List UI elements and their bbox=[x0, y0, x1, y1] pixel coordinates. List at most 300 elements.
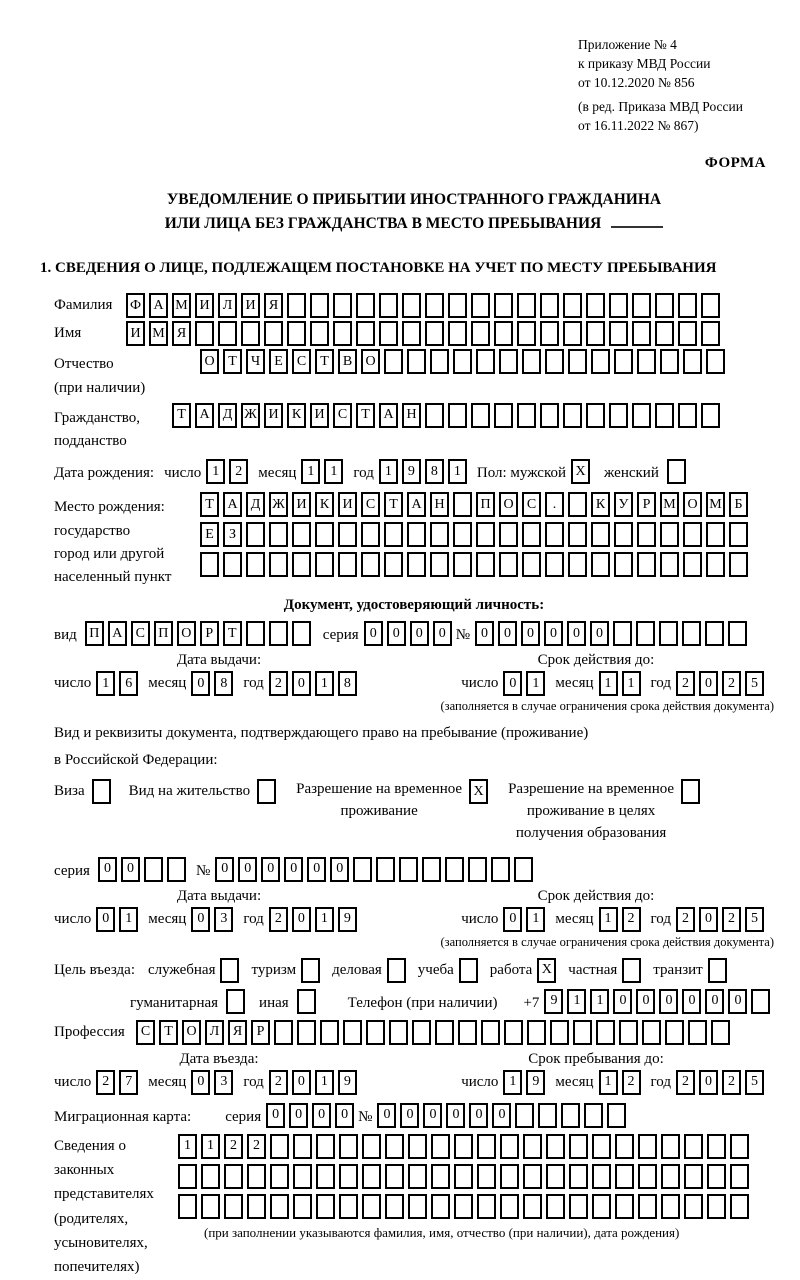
char-cell[interactable]: 0 bbox=[659, 989, 678, 1014]
char-cell[interactable] bbox=[619, 1020, 638, 1045]
char-cell[interactable]: 5 bbox=[745, 907, 764, 932]
char-cell[interactable]: А bbox=[108, 621, 127, 646]
char-cell[interactable]: 2 bbox=[229, 459, 248, 484]
char-cell[interactable] bbox=[384, 522, 403, 547]
char-cell[interactable] bbox=[751, 989, 770, 1014]
char-cell[interactable] bbox=[297, 989, 316, 1014]
char-cell[interactable] bbox=[453, 522, 472, 547]
char-cell[interactable] bbox=[522, 349, 541, 374]
char-cell[interactable]: 1 bbox=[315, 1070, 334, 1095]
char-cell[interactable] bbox=[333, 293, 352, 318]
char-cell[interactable] bbox=[247, 1194, 266, 1219]
char-cell[interactable]: 2 bbox=[622, 907, 641, 932]
char-cell[interactable] bbox=[523, 1164, 542, 1189]
char-cell[interactable]: 0 bbox=[705, 989, 724, 1014]
char-cell[interactable]: Б bbox=[729, 492, 748, 517]
char-cell[interactable] bbox=[477, 1194, 496, 1219]
char-cell[interactable] bbox=[730, 1134, 749, 1159]
char-cell[interactable]: 1 bbox=[590, 989, 609, 1014]
char-cell[interactable] bbox=[660, 552, 679, 577]
char-cell[interactable] bbox=[655, 293, 674, 318]
char-cell[interactable]: А bbox=[407, 492, 426, 517]
char-cell[interactable] bbox=[445, 857, 464, 882]
char-cell[interactable] bbox=[407, 552, 426, 577]
char-cell[interactable] bbox=[563, 321, 582, 346]
char-cell[interactable] bbox=[402, 321, 421, 346]
char-cell[interactable] bbox=[431, 1134, 450, 1159]
char-cell[interactable]: А bbox=[379, 403, 398, 428]
char-cell[interactable] bbox=[711, 1020, 730, 1045]
char-cell[interactable]: О bbox=[200, 349, 219, 374]
residence-valid-month-input[interactable] bbox=[599, 907, 645, 932]
char-cell[interactable] bbox=[320, 1020, 339, 1045]
char-cell[interactable] bbox=[632, 321, 651, 346]
char-cell[interactable] bbox=[522, 552, 541, 577]
char-cell[interactable]: З bbox=[223, 522, 242, 547]
char-cell[interactable] bbox=[546, 1164, 565, 1189]
char-cell[interactable] bbox=[586, 321, 605, 346]
char-cell[interactable]: 0 bbox=[410, 621, 429, 646]
char-cell[interactable] bbox=[453, 349, 472, 374]
identity-valid-year-input[interactable] bbox=[676, 671, 768, 696]
char-cell[interactable] bbox=[499, 349, 518, 374]
birth-place-input-line2[interactable] bbox=[200, 522, 752, 547]
char-cell[interactable]: А bbox=[195, 403, 214, 428]
phone-input[interactable] bbox=[544, 989, 774, 1014]
char-cell[interactable]: 1 bbox=[448, 459, 467, 484]
char-cell[interactable]: 0 bbox=[121, 857, 140, 882]
residence-issue-month-input[interactable] bbox=[191, 907, 237, 932]
char-cell[interactable] bbox=[476, 552, 495, 577]
char-cell[interactable] bbox=[523, 1194, 542, 1219]
char-cell[interactable] bbox=[459, 958, 478, 983]
char-cell[interactable] bbox=[563, 403, 582, 428]
char-cell[interactable]: 0 bbox=[330, 857, 349, 882]
char-cell[interactable] bbox=[269, 522, 288, 547]
char-cell[interactable]: 0 bbox=[521, 621, 540, 646]
char-cell[interactable] bbox=[287, 293, 306, 318]
char-cell[interactable]: 2 bbox=[269, 1070, 288, 1095]
char-cell[interactable] bbox=[561, 1103, 580, 1128]
char-cell[interactable] bbox=[338, 522, 357, 547]
char-cell[interactable] bbox=[684, 1194, 703, 1219]
char-cell[interactable] bbox=[379, 321, 398, 346]
char-cell[interactable] bbox=[454, 1194, 473, 1219]
char-cell[interactable]: 0 bbox=[292, 907, 311, 932]
char-cell[interactable] bbox=[665, 1020, 684, 1045]
char-cell[interactable] bbox=[297, 1020, 316, 1045]
char-cell[interactable] bbox=[356, 293, 375, 318]
char-cell[interactable] bbox=[448, 403, 467, 428]
char-cell[interactable]: 1 bbox=[567, 989, 586, 1014]
char-cell[interactable]: 1 bbox=[503, 1070, 522, 1095]
patronymic-input[interactable] bbox=[200, 349, 729, 374]
char-cell[interactable] bbox=[269, 621, 288, 646]
char-cell[interactable]: Р bbox=[200, 621, 219, 646]
char-cell[interactable] bbox=[637, 552, 656, 577]
gender-male-checkbox[interactable] bbox=[571, 459, 594, 484]
char-cell[interactable] bbox=[481, 1020, 500, 1045]
char-cell[interactable]: 0 bbox=[503, 907, 522, 932]
char-cell[interactable] bbox=[144, 857, 163, 882]
char-cell[interactable] bbox=[523, 1134, 542, 1159]
char-cell[interactable]: О bbox=[361, 349, 380, 374]
char-cell[interactable]: 0 bbox=[699, 1070, 718, 1095]
char-cell[interactable] bbox=[218, 321, 237, 346]
char-cell[interactable]: И bbox=[338, 492, 357, 517]
char-cell[interactable] bbox=[660, 522, 679, 547]
identity-issue-month-input[interactable] bbox=[191, 671, 237, 696]
char-cell[interactable]: Р bbox=[251, 1020, 270, 1045]
birth-place-input-line3[interactable] bbox=[200, 552, 752, 577]
char-cell[interactable] bbox=[293, 1164, 312, 1189]
char-cell[interactable]: 0 bbox=[492, 1103, 511, 1128]
char-cell[interactable]: 1 bbox=[301, 459, 320, 484]
stay-year-input[interactable] bbox=[676, 1070, 768, 1095]
char-cell[interactable] bbox=[545, 349, 564, 374]
migration-series-input[interactable] bbox=[266, 1103, 358, 1128]
purpose-tourism-checkbox[interactable] bbox=[301, 958, 324, 983]
char-cell[interactable] bbox=[435, 1020, 454, 1045]
char-cell[interactable] bbox=[362, 1164, 381, 1189]
char-cell[interactable]: 0 bbox=[590, 621, 609, 646]
char-cell[interactable] bbox=[499, 522, 518, 547]
char-cell[interactable] bbox=[270, 1134, 289, 1159]
char-cell[interactable] bbox=[316, 1134, 335, 1159]
char-cell[interactable]: Т bbox=[223, 349, 242, 374]
char-cell[interactable] bbox=[269, 552, 288, 577]
char-cell[interactable] bbox=[636, 621, 655, 646]
char-cell[interactable]: 0 bbox=[377, 1103, 396, 1128]
char-cell[interactable]: Я bbox=[228, 1020, 247, 1045]
char-cell[interactable] bbox=[494, 321, 513, 346]
char-cell[interactable] bbox=[178, 1164, 197, 1189]
char-cell[interactable] bbox=[476, 349, 495, 374]
char-cell[interactable]: 2 bbox=[224, 1134, 243, 1159]
char-cell[interactable]: С bbox=[292, 349, 311, 374]
char-cell[interactable]: 0 bbox=[728, 989, 747, 1014]
char-cell[interactable] bbox=[586, 403, 605, 428]
char-cell[interactable] bbox=[356, 321, 375, 346]
char-cell[interactable] bbox=[569, 1164, 588, 1189]
char-cell[interactable] bbox=[683, 522, 702, 547]
char-cell[interactable] bbox=[257, 779, 276, 804]
char-cell[interactable] bbox=[247, 1164, 266, 1189]
char-cell[interactable]: М bbox=[706, 492, 725, 517]
char-cell[interactable] bbox=[667, 459, 686, 484]
char-cell[interactable]: 8 bbox=[338, 671, 357, 696]
char-cell[interactable]: 0 bbox=[469, 1103, 488, 1128]
char-cell[interactable] bbox=[701, 321, 720, 346]
char-cell[interactable]: 0 bbox=[498, 621, 517, 646]
char-cell[interactable] bbox=[310, 293, 329, 318]
char-cell[interactable] bbox=[353, 857, 372, 882]
char-cell[interactable] bbox=[385, 1134, 404, 1159]
char-cell[interactable]: 9 bbox=[526, 1070, 545, 1095]
char-cell[interactable]: 0 bbox=[261, 857, 280, 882]
char-cell[interactable] bbox=[659, 621, 678, 646]
char-cell[interactable] bbox=[538, 1103, 557, 1128]
char-cell[interactable] bbox=[584, 1103, 603, 1128]
char-cell[interactable] bbox=[546, 1194, 565, 1219]
char-cell[interactable]: И bbox=[241, 293, 260, 318]
char-cell[interactable]: 1 bbox=[379, 459, 398, 484]
char-cell[interactable] bbox=[638, 1164, 657, 1189]
residence-series-input[interactable] bbox=[98, 857, 190, 882]
char-cell[interactable] bbox=[678, 293, 697, 318]
char-cell[interactable] bbox=[385, 1194, 404, 1219]
char-cell[interactable]: 0 bbox=[400, 1103, 419, 1128]
temp-residence-checkbox[interactable] bbox=[469, 779, 492, 804]
char-cell[interactable] bbox=[301, 958, 320, 983]
purpose-official-checkbox[interactable] bbox=[220, 958, 243, 983]
char-cell[interactable]: 0 bbox=[191, 671, 210, 696]
char-cell[interactable] bbox=[592, 1164, 611, 1189]
char-cell[interactable]: С bbox=[361, 492, 380, 517]
identity-issue-year-input[interactable] bbox=[269, 671, 361, 696]
char-cell[interactable] bbox=[316, 1164, 335, 1189]
char-cell[interactable] bbox=[339, 1134, 358, 1159]
char-cell[interactable]: 0 bbox=[312, 1103, 331, 1128]
char-cell[interactable]: Т bbox=[159, 1020, 178, 1045]
char-cell[interactable] bbox=[425, 293, 444, 318]
representatives-input-line1[interactable] bbox=[178, 1134, 753, 1159]
char-cell[interactable] bbox=[339, 1164, 358, 1189]
char-cell[interactable]: 0 bbox=[191, 1070, 210, 1095]
char-cell[interactable]: 0 bbox=[613, 989, 632, 1014]
residence-valid-year-input[interactable] bbox=[676, 907, 768, 932]
char-cell[interactable] bbox=[660, 349, 679, 374]
char-cell[interactable]: 1 bbox=[599, 671, 618, 696]
char-cell[interactable]: Т bbox=[223, 621, 242, 646]
char-cell[interactable]: Д bbox=[246, 492, 265, 517]
char-cell[interactable] bbox=[632, 403, 651, 428]
char-cell[interactable] bbox=[366, 1020, 385, 1045]
char-cell[interactable] bbox=[500, 1194, 519, 1219]
char-cell[interactable] bbox=[655, 321, 674, 346]
char-cell[interactable] bbox=[454, 1134, 473, 1159]
birth-year-input[interactable] bbox=[379, 459, 471, 484]
char-cell[interactable] bbox=[471, 403, 490, 428]
char-cell[interactable]: 0 bbox=[446, 1103, 465, 1128]
char-cell[interactable] bbox=[241, 321, 260, 346]
edu-residence-checkbox[interactable] bbox=[681, 779, 704, 804]
profession-input[interactable] bbox=[136, 1020, 734, 1045]
char-cell[interactable]: Е bbox=[200, 522, 219, 547]
char-cell[interactable] bbox=[517, 321, 536, 346]
char-cell[interactable]: И bbox=[310, 403, 329, 428]
char-cell[interactable] bbox=[407, 522, 426, 547]
char-cell[interactable] bbox=[568, 492, 587, 517]
char-cell[interactable] bbox=[568, 522, 587, 547]
char-cell[interactable] bbox=[339, 1194, 358, 1219]
char-cell[interactable] bbox=[683, 349, 702, 374]
char-cell[interactable] bbox=[448, 321, 467, 346]
char-cell[interactable] bbox=[706, 349, 725, 374]
char-cell[interactable]: 1 bbox=[119, 907, 138, 932]
representatives-input-line2[interactable] bbox=[178, 1164, 753, 1189]
char-cell[interactable] bbox=[384, 349, 403, 374]
char-cell[interactable] bbox=[701, 403, 720, 428]
char-cell[interactable]: С bbox=[136, 1020, 155, 1045]
char-cell[interactable]: 1 bbox=[206, 459, 225, 484]
char-cell[interactable]: С bbox=[522, 492, 541, 517]
purpose-business-checkbox[interactable] bbox=[387, 958, 410, 983]
char-cell[interactable]: . bbox=[545, 492, 564, 517]
char-cell[interactable] bbox=[517, 293, 536, 318]
char-cell[interactable] bbox=[607, 1103, 626, 1128]
char-cell[interactable]: Ж bbox=[269, 492, 288, 517]
char-cell[interactable] bbox=[684, 1134, 703, 1159]
char-cell[interactable] bbox=[270, 1164, 289, 1189]
char-cell[interactable]: 1 bbox=[315, 671, 334, 696]
entry-month-input[interactable] bbox=[191, 1070, 237, 1095]
char-cell[interactable] bbox=[361, 552, 380, 577]
char-cell[interactable] bbox=[638, 1194, 657, 1219]
identity-number-input[interactable] bbox=[475, 621, 751, 646]
char-cell[interactable]: Ф bbox=[126, 293, 145, 318]
char-cell[interactable] bbox=[707, 1134, 726, 1159]
char-cell[interactable] bbox=[477, 1164, 496, 1189]
char-cell[interactable] bbox=[701, 293, 720, 318]
char-cell[interactable]: 1 bbox=[315, 907, 334, 932]
char-cell[interactable] bbox=[591, 349, 610, 374]
char-cell[interactable] bbox=[615, 1164, 634, 1189]
char-cell[interactable] bbox=[545, 522, 564, 547]
char-cell[interactable]: 0 bbox=[364, 621, 383, 646]
char-cell[interactable]: 0 bbox=[96, 907, 115, 932]
residence-number-input[interactable] bbox=[215, 857, 537, 882]
char-cell[interactable] bbox=[540, 321, 559, 346]
char-cell[interactable]: 0 bbox=[191, 907, 210, 932]
char-cell[interactable]: И bbox=[264, 403, 283, 428]
char-cell[interactable] bbox=[550, 1020, 569, 1045]
char-cell[interactable] bbox=[167, 857, 186, 882]
char-cell[interactable] bbox=[292, 522, 311, 547]
char-cell[interactable] bbox=[678, 321, 697, 346]
char-cell[interactable] bbox=[246, 621, 265, 646]
char-cell[interactable]: 0 bbox=[682, 989, 701, 1014]
char-cell[interactable]: 2 bbox=[676, 907, 695, 932]
char-cell[interactable] bbox=[292, 552, 311, 577]
entry-day-input[interactable] bbox=[96, 1070, 142, 1095]
char-cell[interactable]: М bbox=[172, 293, 191, 318]
char-cell[interactable] bbox=[661, 1134, 680, 1159]
char-cell[interactable]: 8 bbox=[214, 671, 233, 696]
char-cell[interactable] bbox=[591, 522, 610, 547]
char-cell[interactable]: 0 bbox=[636, 989, 655, 1014]
char-cell[interactable] bbox=[573, 1020, 592, 1045]
char-cell[interactable]: 5 bbox=[745, 671, 764, 696]
migration-number-input[interactable] bbox=[377, 1103, 630, 1128]
char-cell[interactable] bbox=[596, 1020, 615, 1045]
char-cell[interactable]: Р bbox=[637, 492, 656, 517]
char-cell[interactable] bbox=[315, 552, 334, 577]
char-cell[interactable]: Т bbox=[384, 492, 403, 517]
char-cell[interactable] bbox=[338, 552, 357, 577]
char-cell[interactable] bbox=[407, 349, 426, 374]
char-cell[interactable] bbox=[708, 958, 727, 983]
char-cell[interactable] bbox=[655, 403, 674, 428]
purpose-transit-checkbox[interactable] bbox=[708, 958, 731, 983]
gender-female-checkbox[interactable] bbox=[667, 459, 690, 484]
char-cell[interactable] bbox=[678, 403, 697, 428]
char-cell[interactable] bbox=[430, 349, 449, 374]
char-cell[interactable] bbox=[477, 1134, 496, 1159]
char-cell[interactable] bbox=[200, 552, 219, 577]
char-cell[interactable] bbox=[705, 621, 724, 646]
residence-valid-day-input[interactable] bbox=[503, 907, 549, 932]
char-cell[interactable] bbox=[540, 403, 559, 428]
char-cell[interactable]: 1 bbox=[96, 671, 115, 696]
char-cell[interactable] bbox=[458, 1020, 477, 1045]
char-cell[interactable] bbox=[384, 552, 403, 577]
char-cell[interactable] bbox=[514, 857, 533, 882]
char-cell[interactable]: И bbox=[195, 293, 214, 318]
char-cell[interactable] bbox=[614, 522, 633, 547]
char-cell[interactable]: 8 bbox=[425, 459, 444, 484]
char-cell[interactable]: 0 bbox=[544, 621, 563, 646]
char-cell[interactable]: 0 bbox=[284, 857, 303, 882]
char-cell[interactable] bbox=[500, 1164, 519, 1189]
char-cell[interactable] bbox=[453, 492, 472, 517]
char-cell[interactable] bbox=[592, 1134, 611, 1159]
identity-type-input[interactable] bbox=[85, 621, 315, 646]
char-cell[interactable]: И bbox=[126, 321, 145, 346]
char-cell[interactable] bbox=[224, 1164, 243, 1189]
char-cell[interactable]: 0 bbox=[266, 1103, 285, 1128]
char-cell[interactable] bbox=[563, 293, 582, 318]
char-cell[interactable] bbox=[454, 1164, 473, 1189]
char-cell[interactable] bbox=[615, 1134, 634, 1159]
char-cell[interactable] bbox=[246, 522, 265, 547]
residence-issue-day-input[interactable] bbox=[96, 907, 142, 932]
char-cell[interactable]: 9 bbox=[402, 459, 421, 484]
char-cell[interactable]: О bbox=[177, 621, 196, 646]
char-cell[interactable] bbox=[568, 552, 587, 577]
entry-year-input[interactable] bbox=[269, 1070, 361, 1095]
char-cell[interactable] bbox=[707, 1164, 726, 1189]
char-cell[interactable] bbox=[412, 1020, 431, 1045]
char-cell[interactable]: 0 bbox=[433, 621, 452, 646]
char-cell[interactable]: Я bbox=[264, 293, 283, 318]
char-cell[interactable]: Т bbox=[315, 349, 334, 374]
purpose-humanitarian-checkbox[interactable] bbox=[226, 989, 249, 1014]
char-cell[interactable]: 0 bbox=[387, 621, 406, 646]
char-cell[interactable] bbox=[425, 403, 444, 428]
char-cell[interactable] bbox=[614, 552, 633, 577]
char-cell[interactable] bbox=[333, 321, 352, 346]
char-cell[interactable] bbox=[661, 1164, 680, 1189]
char-cell[interactable] bbox=[226, 989, 245, 1014]
char-cell[interactable]: 0 bbox=[292, 671, 311, 696]
char-cell[interactable]: 0 bbox=[292, 1070, 311, 1095]
char-cell[interactable]: Т bbox=[172, 403, 191, 428]
char-cell[interactable]: 5 bbox=[745, 1070, 764, 1095]
char-cell[interactable]: И bbox=[292, 492, 311, 517]
char-cell[interactable] bbox=[637, 522, 656, 547]
char-cell[interactable] bbox=[399, 857, 418, 882]
char-cell[interactable] bbox=[361, 522, 380, 547]
char-cell[interactable]: М bbox=[660, 492, 679, 517]
char-cell[interactable]: 9 bbox=[544, 989, 563, 1014]
char-cell[interactable] bbox=[729, 522, 748, 547]
char-cell[interactable]: 2 bbox=[96, 1070, 115, 1095]
char-cell[interactable] bbox=[264, 321, 283, 346]
char-cell[interactable]: В bbox=[338, 349, 357, 374]
char-cell[interactable]: 0 bbox=[215, 857, 234, 882]
char-cell[interactable] bbox=[287, 321, 306, 346]
